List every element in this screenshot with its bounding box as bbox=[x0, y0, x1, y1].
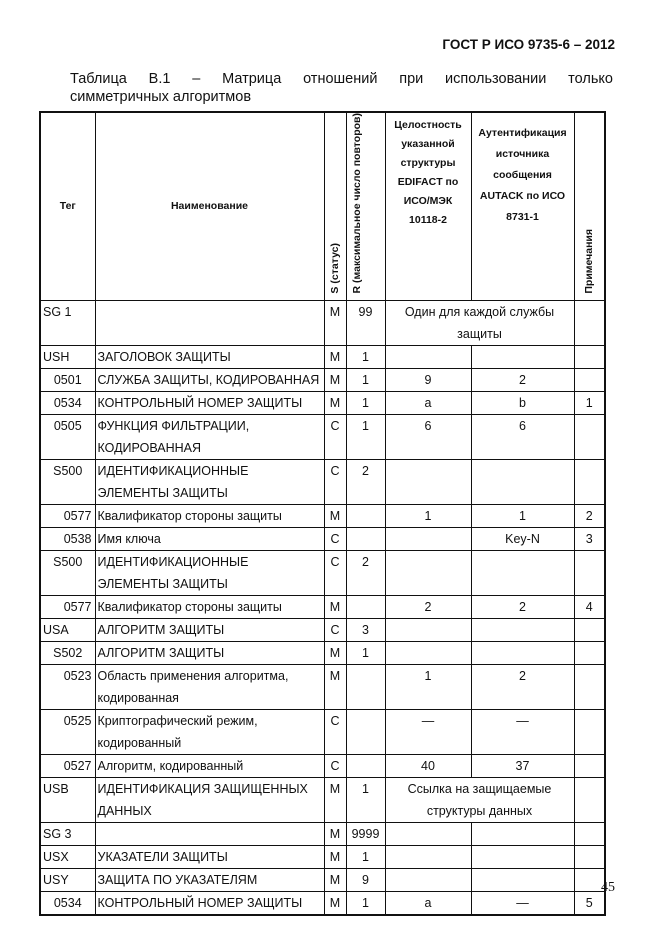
cell-status: C bbox=[324, 459, 346, 504]
cell-name: Имя ключа bbox=[95, 527, 324, 550]
cell-name: КОНТРОЛЬНЫЙ НОМЕР ЗАЩИТЫ bbox=[95, 891, 324, 915]
cell-integrity bbox=[385, 459, 471, 504]
cell-notes: 3 bbox=[574, 527, 605, 550]
cell-name: ИДЕНТИФИКАЦИОННЫЕ ЭЛЕМЕНТЫ ЗАЩИТЫ bbox=[95, 459, 324, 504]
table-caption-line2: симметричных алгоритмов bbox=[70, 89, 252, 105]
table-row bbox=[40, 527, 605, 550]
cell-tag: 0523 bbox=[40, 664, 95, 709]
cell-tag: USA bbox=[40, 618, 95, 641]
cell-notes bbox=[574, 368, 605, 391]
column-header-auth: Аутентификация источника сообщения AUTACK по ИСО 8731-1 bbox=[471, 112, 574, 300]
cell-notes bbox=[574, 845, 605, 868]
column-header-notes: Примечания bbox=[574, 112, 605, 300]
cell-integrity bbox=[385, 550, 471, 595]
cell-auth: b bbox=[471, 391, 574, 414]
cell-integrity bbox=[385, 868, 471, 891]
cell-auth bbox=[471, 822, 574, 845]
cell-repeat: 1 bbox=[346, 391, 385, 414]
cell-status: M bbox=[324, 391, 346, 414]
cell-integrity: — bbox=[385, 709, 471, 754]
cell-name: Квалификатор стороны защиты bbox=[95, 595, 324, 618]
cell-status: C bbox=[324, 754, 346, 777]
cell-name: ИДЕНТИФИКАЦИЯ ЗАЩИЩЕННЫХ ДАННЫХ bbox=[95, 777, 324, 822]
cell-status: M bbox=[324, 300, 346, 345]
cell-repeat bbox=[346, 595, 385, 618]
cell-tag: 0534 bbox=[40, 391, 95, 414]
cell-name: Алгоритм, кодированный bbox=[95, 754, 324, 777]
cell-notes: 5 bbox=[574, 891, 605, 915]
cell-notes bbox=[574, 754, 605, 777]
cell-tag: 0534 bbox=[40, 891, 95, 915]
cell-status: M bbox=[324, 595, 346, 618]
cell-repeat: 1 bbox=[346, 845, 385, 868]
cell-repeat: 99 bbox=[346, 300, 385, 345]
cell-repeat bbox=[346, 754, 385, 777]
cell-tag: USH bbox=[40, 345, 95, 368]
cell-repeat: 1 bbox=[346, 777, 385, 822]
cell-name bbox=[95, 300, 324, 345]
document-code: ГОСТ Р ИСО 9735-6 – 2012 bbox=[442, 37, 615, 52]
cell-notes bbox=[574, 618, 605, 641]
cell-integrity: a bbox=[385, 391, 471, 414]
cell-name: ФУНКЦИЯ ФИЛЬТРАЦИИ, КОДИРОВАННАЯ bbox=[95, 414, 324, 459]
table-row bbox=[40, 891, 605, 915]
table-row bbox=[40, 777, 605, 822]
cell-auth bbox=[471, 345, 574, 368]
cell-repeat: 9 bbox=[346, 868, 385, 891]
table-row bbox=[40, 300, 605, 345]
cell-repeat: 1 bbox=[346, 345, 385, 368]
table-row bbox=[40, 414, 605, 459]
cell-notes bbox=[574, 550, 605, 595]
cell-merged-note: Один для каждой службы защиты bbox=[385, 300, 574, 345]
cell-name: КОНТРОЛЬНЫЙ НОМЕР ЗАЩИТЫ bbox=[95, 391, 324, 414]
cell-tag: S500 bbox=[40, 550, 95, 595]
column-header-tag: Тег bbox=[40, 112, 95, 300]
cell-status: C bbox=[324, 550, 346, 595]
cell-name: УКАЗАТЕЛИ ЗАЩИТЫ bbox=[95, 845, 324, 868]
cell-repeat: 9999 bbox=[346, 822, 385, 845]
cell-integrity: 1 bbox=[385, 664, 471, 709]
cell-notes bbox=[574, 345, 605, 368]
cell-auth: 37 bbox=[471, 754, 574, 777]
cell-notes bbox=[574, 300, 605, 345]
table-row bbox=[40, 504, 605, 527]
cell-name: АЛГОРИТМ ЗАЩИТЫ bbox=[95, 641, 324, 664]
cell-notes bbox=[574, 459, 605, 504]
cell-name: Квалификатор стороны защиты bbox=[95, 504, 324, 527]
cell-repeat bbox=[346, 527, 385, 550]
cell-tag: USX bbox=[40, 845, 95, 868]
cell-tag: 0505 bbox=[40, 414, 95, 459]
cell-repeat: 1 bbox=[346, 414, 385, 459]
cell-tag: SG 1 bbox=[40, 300, 95, 345]
cell-integrity: 1 bbox=[385, 504, 471, 527]
cell-integrity: 9 bbox=[385, 368, 471, 391]
cell-status: C bbox=[324, 618, 346, 641]
cell-auth bbox=[471, 868, 574, 891]
cell-notes bbox=[574, 709, 605, 754]
cell-name: ИДЕНТИФИКАЦИОННЫЕ ЭЛЕМЕНТЫ ЗАЩИТЫ bbox=[95, 550, 324, 595]
table-body bbox=[40, 300, 605, 915]
cell-status: C bbox=[324, 527, 346, 550]
cell-integrity bbox=[385, 618, 471, 641]
cell-notes: 1 bbox=[574, 391, 605, 414]
table-row bbox=[40, 550, 605, 595]
table-row bbox=[40, 345, 605, 368]
cell-auth: 2 bbox=[471, 664, 574, 709]
cell-tag: 0501 bbox=[40, 368, 95, 391]
relationship-matrix-table bbox=[39, 111, 606, 916]
cell-status: M bbox=[324, 777, 346, 822]
cell-auth bbox=[471, 845, 574, 868]
cell-auth: — bbox=[471, 709, 574, 754]
cell-tag: USB bbox=[40, 777, 95, 822]
cell-merged-note: Ссылка на защищаемые структуры данных bbox=[385, 777, 574, 822]
cell-auth: 1 bbox=[471, 504, 574, 527]
cell-status: M bbox=[324, 868, 346, 891]
table-row bbox=[40, 709, 605, 754]
cell-name bbox=[95, 822, 324, 845]
cell-auth: 2 bbox=[471, 595, 574, 618]
cell-status: C bbox=[324, 709, 346, 754]
cell-repeat: 2 bbox=[346, 459, 385, 504]
table-caption-line1: Таблица В.1 – Матрица отношений при использовании только bbox=[70, 71, 613, 87]
cell-status: C bbox=[324, 414, 346, 459]
cell-name: СЛУЖБА ЗАЩИТЫ, КОДИРОВАННАЯ bbox=[95, 368, 324, 391]
cell-status: M bbox=[324, 822, 346, 845]
cell-name: ЗАЩИТА ПО УКАЗАТЕЛЯМ bbox=[95, 868, 324, 891]
cell-notes bbox=[574, 777, 605, 822]
table-row bbox=[40, 391, 605, 414]
cell-integrity bbox=[385, 845, 471, 868]
cell-integrity bbox=[385, 527, 471, 550]
cell-repeat: 3 bbox=[346, 618, 385, 641]
table-header-row bbox=[40, 112, 605, 300]
column-header-name: Наименование bbox=[95, 112, 324, 300]
cell-integrity bbox=[385, 641, 471, 664]
table-row bbox=[40, 641, 605, 664]
cell-repeat bbox=[346, 504, 385, 527]
cell-repeat: 1 bbox=[346, 891, 385, 915]
cell-auth: 2 bbox=[471, 368, 574, 391]
cell-notes bbox=[574, 822, 605, 845]
cell-tag: 0527 bbox=[40, 754, 95, 777]
cell-auth bbox=[471, 641, 574, 664]
cell-tag: 0538 bbox=[40, 527, 95, 550]
cell-notes bbox=[574, 664, 605, 709]
cell-repeat: 1 bbox=[346, 641, 385, 664]
cell-status: M bbox=[324, 664, 346, 709]
column-header-integrity: Целостность указанной структуры EDIFACT по ИСО/МЭК 10118-2 bbox=[385, 112, 471, 300]
column-header-status: S (статус) bbox=[324, 112, 346, 300]
table-row bbox=[40, 868, 605, 891]
cell-auth: 6 bbox=[471, 414, 574, 459]
cell-integrity bbox=[385, 345, 471, 368]
cell-integrity: a bbox=[385, 891, 471, 915]
cell-tag: S502 bbox=[40, 641, 95, 664]
page-number: 45 bbox=[601, 880, 615, 895]
cell-tag: S500 bbox=[40, 459, 95, 504]
cell-name: ЗАГОЛОВОК ЗАЩИТЫ bbox=[95, 345, 324, 368]
cell-status: M bbox=[324, 641, 346, 664]
cell-auth bbox=[471, 618, 574, 641]
table-row bbox=[40, 595, 605, 618]
cell-status: M bbox=[324, 845, 346, 868]
cell-name: Криптографический режим, кодированный bbox=[95, 709, 324, 754]
cell-auth bbox=[471, 550, 574, 595]
table-row bbox=[40, 368, 605, 391]
table-row bbox=[40, 618, 605, 641]
cell-repeat bbox=[346, 709, 385, 754]
cell-tag: USY bbox=[40, 868, 95, 891]
cell-notes bbox=[574, 414, 605, 459]
cell-name: АЛГОРИТМ ЗАЩИТЫ bbox=[95, 618, 324, 641]
column-header-repeat: R (максимальное число повторов) bbox=[346, 112, 385, 300]
table-row bbox=[40, 822, 605, 845]
table-row bbox=[40, 845, 605, 868]
cell-integrity: 40 bbox=[385, 754, 471, 777]
cell-integrity: 6 bbox=[385, 414, 471, 459]
cell-status: M bbox=[324, 345, 346, 368]
cell-auth bbox=[471, 459, 574, 504]
cell-tag: 0577 bbox=[40, 504, 95, 527]
cell-notes: 2 bbox=[574, 504, 605, 527]
table-row bbox=[40, 754, 605, 777]
cell-status: M bbox=[324, 368, 346, 391]
cell-repeat: 1 bbox=[346, 368, 385, 391]
cell-status: M bbox=[324, 891, 346, 915]
cell-tag: SG 3 bbox=[40, 822, 95, 845]
cell-tag: 0577 bbox=[40, 595, 95, 618]
cell-name: Область применения алгоритма, кодированная bbox=[95, 664, 324, 709]
cell-auth: — bbox=[471, 891, 574, 915]
cell-notes: 4 bbox=[574, 595, 605, 618]
cell-repeat: 2 bbox=[346, 550, 385, 595]
cell-notes bbox=[574, 641, 605, 664]
cell-integrity: 2 bbox=[385, 595, 471, 618]
table-row bbox=[40, 664, 605, 709]
cell-tag: 0525 bbox=[40, 709, 95, 754]
cell-auth: Key-N bbox=[471, 527, 574, 550]
cell-repeat bbox=[346, 664, 385, 709]
table-row bbox=[40, 459, 605, 504]
cell-integrity bbox=[385, 822, 471, 845]
cell-status: M bbox=[324, 504, 346, 527]
